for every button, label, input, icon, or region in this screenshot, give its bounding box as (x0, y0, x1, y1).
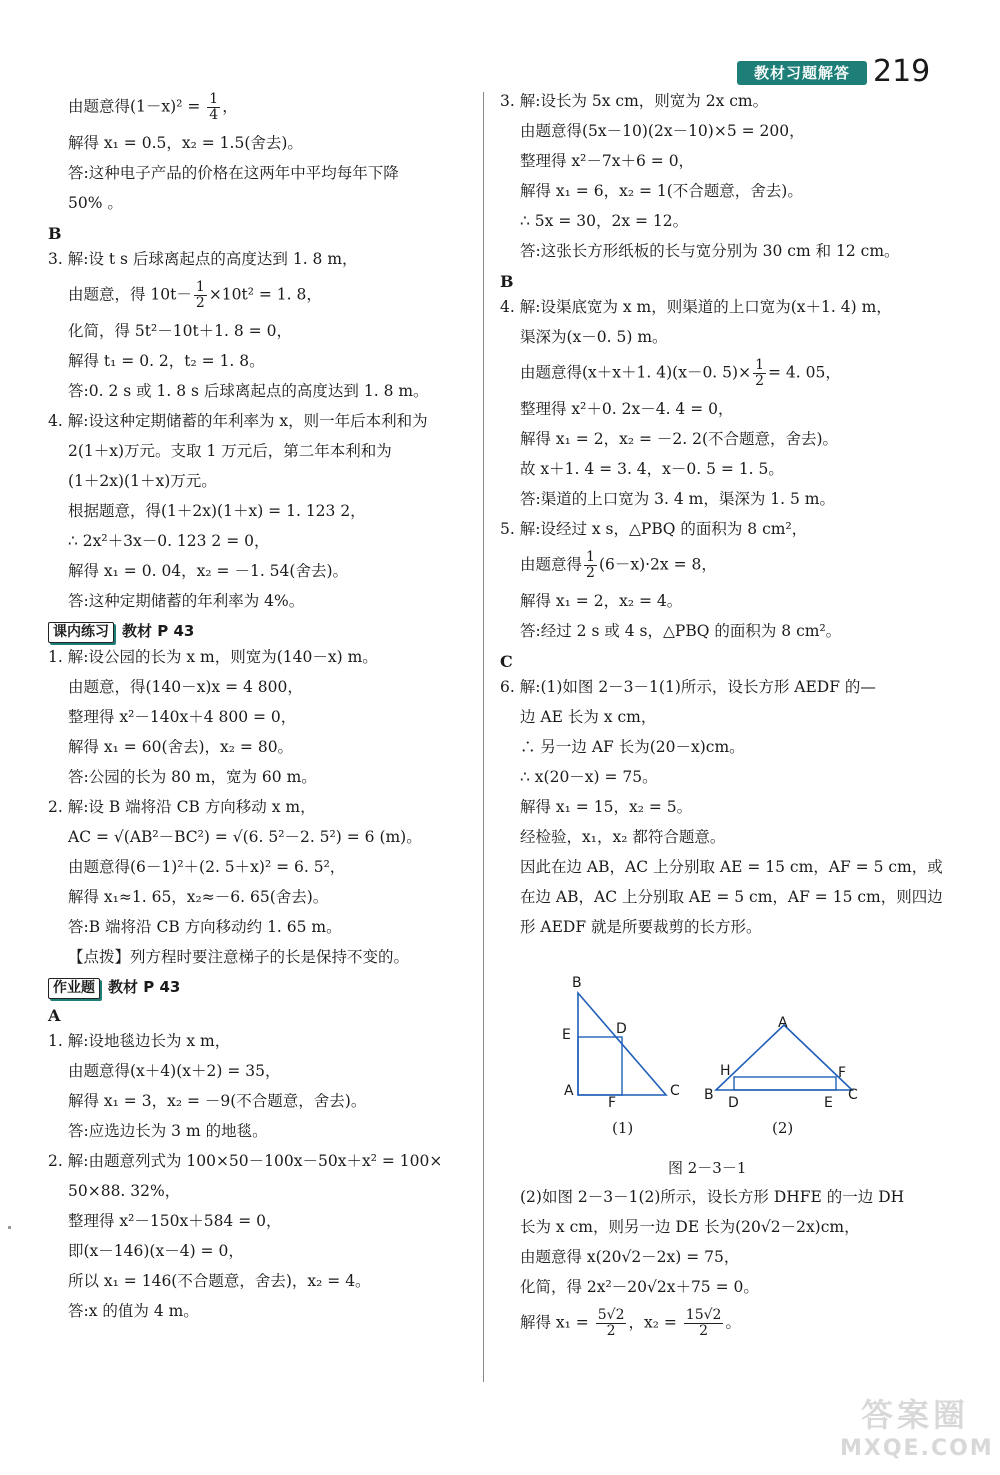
solution-line (48, 708, 473, 727)
line-text: 答:这种电子产品的价格在这两年中平均每年下降 (68, 164, 399, 182)
solution-line (48, 164, 473, 183)
line-text: 由题意得 (520, 555, 583, 574)
solution-line (500, 92, 940, 111)
fig1-label-B: B (572, 975, 582, 991)
fraction-numerator: 15√2 (685, 1307, 722, 1323)
fraction-numerator: 1 (209, 91, 219, 107)
fraction (753, 358, 766, 389)
line-text: 6. 解:(1)如图 2－3－1(1)所示，设长方形 AEDF 的— (500, 678, 876, 696)
fig2-label-F: F (838, 1065, 847, 1081)
fig2-label-C: C (848, 1087, 858, 1103)
line-text: 解得 x₁ = 0.5，x₂ = 1.5(舍去)。 (68, 134, 303, 152)
exercise-tag-row (48, 622, 473, 643)
fig2-label-E: E (824, 1095, 833, 1111)
fraction-numerator: 5√2 (597, 1307, 625, 1323)
fraction (194, 280, 207, 311)
margin-mark (8, 1226, 11, 1229)
line-text: 解得 x₁≈1. 65，x₂≈－6. 65(舍去)。 (68, 888, 329, 906)
fig2-label-B: B (704, 1087, 714, 1103)
line-text: 形 AEDF 就是所要裁剪的长方形。 (520, 918, 762, 936)
line-text: 解得 x₁ = 0. 04，x₂ = －1. 54(舍去)。 (68, 562, 348, 580)
line-text: ∴ 2x²＋3x－0. 123 2 = 0， (68, 532, 270, 550)
fig2-label-A: A (778, 1015, 788, 1031)
line-text: 由题意得(6－1)²＋(2. 5＋x)² = 6. 5²， (68, 858, 346, 876)
solution-line (500, 358, 940, 389)
line-text: 3. 解:设 t s 后球离起点的高度达到 1. 8 m， (48, 250, 358, 268)
line-text: 解得 x₁ = (520, 1313, 594, 1332)
line-text: 解得 t₁ = 0. 2，t₂ = 1. 8。 (68, 352, 265, 370)
line-text: 由题意，得(140－x)x = 4 800， (68, 678, 303, 696)
solution-line (48, 678, 473, 697)
line-text-tail: (6－x)·2x = 8， (598, 555, 717, 574)
solution-line (48, 948, 473, 967)
fig1-label-D: D (616, 1021, 627, 1037)
right-column (500, 92, 943, 948)
fraction-denominator: 4 (209, 107, 219, 123)
line-text: 解得 x₁ = 2，x₂ = 4。 (520, 592, 683, 610)
solution-line (48, 472, 473, 491)
line-text: 整理得 x²－150x＋584 = 0， (68, 1212, 282, 1230)
solution-line (48, 134, 473, 153)
line-text: 因此在边 AB，AC 上分别取 AE = 15 cm，AF = 5 cm，或 (520, 858, 943, 876)
fraction-numerator: 1 (586, 549, 595, 565)
line-text: 整理得 x²－140x＋4 800 = 0， (68, 708, 297, 726)
solution-line (500, 182, 940, 201)
fig2-label-H: H (720, 1063, 731, 1079)
line-text: ∴ x(20－x) = 75。 (520, 768, 658, 786)
solution-line (48, 1092, 473, 1111)
line-text: 答:公园的长为 80 m，宽为 60 m。 (68, 768, 317, 786)
line-text: 由题意得 x(20√2－2x) = 75， (520, 1248, 740, 1266)
fraction (584, 550, 597, 581)
line-text: 整理得 x²＋0. 2x－4. 4 = 0， (520, 400, 734, 418)
line-text: 整理得 x²－7x＋6 = 0， (520, 152, 695, 170)
line-text: 答:渠道的上口宽为 3. 4 m，渠深为 1. 5 m。 (520, 490, 835, 508)
line-text: 答:0. 2 s 或 1. 8 s 后球离起点的高度达到 1. 8 m。 (68, 382, 429, 400)
solution-line (48, 828, 473, 847)
solution-line (48, 1302, 473, 1321)
solution-line (48, 502, 473, 521)
exercise-tag-row (48, 978, 473, 999)
solution-line (500, 828, 940, 847)
figure-2-3-1 (556, 975, 886, 1185)
line-text-tail: 。 (725, 1313, 741, 1332)
fraction-denominator: 2 (586, 565, 595, 581)
line-text: ∴ 另一边 AF 长为(20－x)cm。 (520, 738, 745, 756)
line-text: 答:经过 2 s 或 4 s，△PBQ 的面积为 8 cm²。 (520, 622, 842, 640)
line-text: 所以 x₁ = 146(不合题意，舍去)，x₂ = 4。 (68, 1272, 371, 1290)
line-text: 2. 解:设 B 端将沿 CB 方向移动 x m， (48, 798, 316, 816)
solution-line (48, 1062, 473, 1081)
fraction (207, 92, 220, 123)
section-badge: 教材习题解答 (737, 61, 867, 85)
line-text: 解得 x₁ = 6，x₂ = 1(不合题意，舍去)。 (520, 182, 803, 200)
textbook-page-ref: 教材 P 43 (122, 622, 195, 640)
solution-line (500, 400, 940, 419)
solution-line (500, 858, 943, 877)
solution-line (500, 768, 940, 787)
fraction-denominator: 2 (699, 1323, 709, 1339)
solution-line (48, 738, 473, 757)
fig2-sublabel: (2) (772, 1119, 794, 1137)
fig1-rectangle (578, 1037, 622, 1095)
line-text: (1＋2x)(1＋x)万元。 (68, 472, 217, 490)
solution-line (500, 550, 940, 581)
figure-caption: 图 2－3－1 (668, 1159, 747, 1177)
line-text: 化简，得 5t²－10t＋1. 8 = 0， (68, 322, 292, 340)
line-text: 由题意得(x＋x＋1. 4)(x－0. 5)× (520, 363, 752, 382)
solution-line (500, 328, 940, 347)
solution-line (48, 194, 473, 213)
solution-line (48, 768, 473, 787)
solution-line (500, 1248, 940, 1267)
solution-line (48, 1152, 473, 1171)
line-text: 答:这种定期储蓄的年利率为 4%。 (68, 592, 305, 610)
line-text: 即(x－146)(x－4) = 0， (68, 1242, 244, 1260)
fraction-numerator: 1 (755, 357, 764, 373)
line-text: 渠深为(x－0. 5) m。 (520, 328, 668, 346)
solution-line (48, 1182, 473, 1201)
fig2-label-D: D (728, 1095, 739, 1111)
line-text: 2. 解:由题意列式为 100×50－100x－50x＋x² = 100× (48, 1152, 443, 1170)
section-heading: A (48, 1006, 61, 1025)
line-text: 故 x＋1. 4 = 3. 4，x－0. 5 = 1. 5。 (520, 460, 784, 478)
solution-line (48, 442, 473, 461)
line-text: 答:x 的值为 4 m。 (68, 1302, 199, 1320)
solution-line (500, 1308, 940, 1339)
page-number: 219 (873, 54, 931, 89)
exercise-tag: 作业题 (48, 978, 100, 999)
solution-line (500, 1218, 940, 1237)
solution-line (48, 648, 473, 667)
line-text: 解得 x₁ = 15，x₂ = 5。 (520, 798, 693, 816)
solution-line (48, 1272, 473, 1291)
solution-line (48, 592, 473, 611)
solution-line (500, 122, 940, 141)
line-text: 4. 解:设渠底宽为 x m，则渠道的上口宽为(x＋1. 4) m， (500, 298, 892, 316)
solution-line (500, 430, 940, 449)
solution-line (48, 1032, 473, 1051)
solution-line (48, 92, 473, 123)
section-heading: B (500, 272, 514, 291)
solution-line (48, 798, 473, 817)
solution-line (48, 250, 473, 269)
solution-line (48, 382, 473, 401)
solution-line (500, 708, 940, 727)
solution-line (48, 1212, 473, 1231)
fraction-denominator: 2 (606, 1323, 616, 1339)
solution-line (500, 888, 943, 907)
fig1-label-A: A (564, 1083, 574, 1099)
watermark-line1: 答案圈 (860, 1396, 969, 1434)
line-text: 答:应选边长为 3 m 的地毯。 (68, 1122, 268, 1140)
line-text: (2)如图 2－3－1(2)所示，设长方形 DHFE 的一边 DH (520, 1188, 905, 1206)
line-text: 经检验，x₁，x₂ 都符合题意。 (520, 828, 726, 846)
line-text: 1. 解:设地毯边长为 x m， (48, 1032, 231, 1050)
line-text: AC = √(AB²－BC²) = √(6. 5²－2. 5²) = 6 (m)。 (68, 828, 422, 846)
solution-line (500, 1188, 940, 1207)
right-column-continued (500, 1188, 940, 1350)
line-text: 根据题意，得(1＋2x)(1＋x) = 1. 123 2， (68, 502, 366, 520)
line-text: 5. 解:设经过 x s，△PBQ 的面积为 8 cm²， (500, 520, 808, 538)
solution-line (500, 622, 940, 641)
line-text: 由题意得(5x－10)(2x－10)×5 = 200， (520, 122, 805, 140)
line-text: 解得 x₁ = 2，x₂ = －2. 2(不合题意，舍去)。 (520, 430, 839, 448)
line-text: 2(1＋x)万元。支取 1 万元后，第二年本利和为 (68, 442, 392, 460)
line-text: 答:B 端将沿 CB 方向移动约 1. 65 m。 (68, 918, 342, 936)
solution-line (48, 280, 473, 311)
fraction-denominator: 2 (195, 295, 205, 311)
line-text: 在边 AB，AC 上分别取 AE = 5 cm，AF = 15 cm，则四边 (520, 888, 943, 906)
line-text: 50% 。 (68, 194, 123, 212)
fig1-label-F: F (608, 1095, 617, 1111)
solution-line (500, 242, 940, 261)
solution-line (500, 798, 940, 817)
solution-line (500, 212, 940, 231)
solution-line (48, 1242, 473, 1261)
solution-line (500, 298, 940, 317)
section-heading: C (500, 652, 513, 671)
left-column (48, 92, 473, 1332)
exercise-tag: 课内练习 (48, 622, 114, 643)
figure-drawing (556, 985, 886, 1135)
fraction-numerator: 1 (195, 279, 205, 295)
line-text: 解得 x₁ = 3，x₂ = －9(不合题意，舍去)。 (68, 1092, 367, 1110)
line-text: 解得 x₁ = 60(舍去)，x₂ = 80。 (68, 738, 294, 756)
line-text: 由题意得(x＋4)(x＋2) = 35， (68, 1062, 281, 1080)
line-text: 4. 解:设这种定期储蓄的年利率为 x，则一年后本利和为 (48, 412, 428, 430)
column-divider (483, 92, 484, 1382)
solution-line (48, 322, 473, 341)
line-text: 长为 x cm，则另一边 DE 长为(20√2－2x)cm， (520, 1218, 860, 1236)
line-text-tail: = 4. 05， (767, 363, 841, 382)
solution-line (48, 412, 473, 431)
line-text: 边 AE 长为 x cm， (520, 708, 657, 726)
fig1-sublabel: (1) (612, 1119, 634, 1137)
solution-line (500, 678, 940, 697)
line-text: 由题意，得 10t－ (68, 285, 192, 304)
fig2-rectangle (734, 1077, 836, 1090)
solution-line (500, 592, 940, 611)
solution-line (48, 1122, 473, 1141)
fraction-denominator: 2 (755, 373, 764, 389)
fraction (684, 1308, 724, 1339)
line-text: 3. 解:设长为 5x cm，则宽为 2x cm。 (500, 92, 769, 110)
section-heading: B (48, 224, 62, 243)
line-text-tail: ，x₂ = (628, 1313, 682, 1332)
solution-line (48, 532, 473, 551)
line-text: 1. 解:设公园的长为 x m，则宽为(140－x) m。 (48, 648, 378, 666)
solution-line (48, 352, 473, 371)
line-text: 【点拨】列方程时要注意梯子的长是保持不变的。 (68, 948, 410, 966)
fig2-triangle (716, 1025, 852, 1090)
solution-line (500, 738, 940, 757)
line-text: ∴ 5x = 30，2x = 12。 (520, 212, 689, 230)
solution-line (500, 152, 940, 171)
solution-line (500, 490, 940, 509)
fraction (596, 1308, 627, 1339)
line-text: 由题意得(1－x)² = (68, 97, 206, 116)
line-text: 答:这张长方形纸板的长与宽分别为 30 cm 和 12 cm。 (520, 242, 900, 260)
solution-line (48, 918, 473, 937)
fig1-label-C: C (670, 1083, 680, 1099)
solution-line (500, 1278, 940, 1297)
solution-line (48, 858, 473, 877)
watermark-line2: MXQE.COM (840, 1436, 994, 1461)
line-text-tail: ×10t² = 1. 8， (208, 285, 322, 304)
line-text: 50×88. 32%， (68, 1182, 181, 1200)
textbook-page-ref: 教材 P 43 (108, 978, 181, 996)
watermark (840, 1390, 994, 1470)
line-text: 化简，得 2x²－20√2x＋75 = 0。 (520, 1278, 759, 1296)
solution-line (500, 520, 940, 539)
fig1-label-E: E (562, 1027, 571, 1043)
solution-line (500, 460, 940, 479)
solution-line (500, 918, 940, 937)
solution-line (48, 888, 473, 907)
line-text-tail: ， (222, 97, 238, 116)
solution-line (48, 562, 473, 581)
